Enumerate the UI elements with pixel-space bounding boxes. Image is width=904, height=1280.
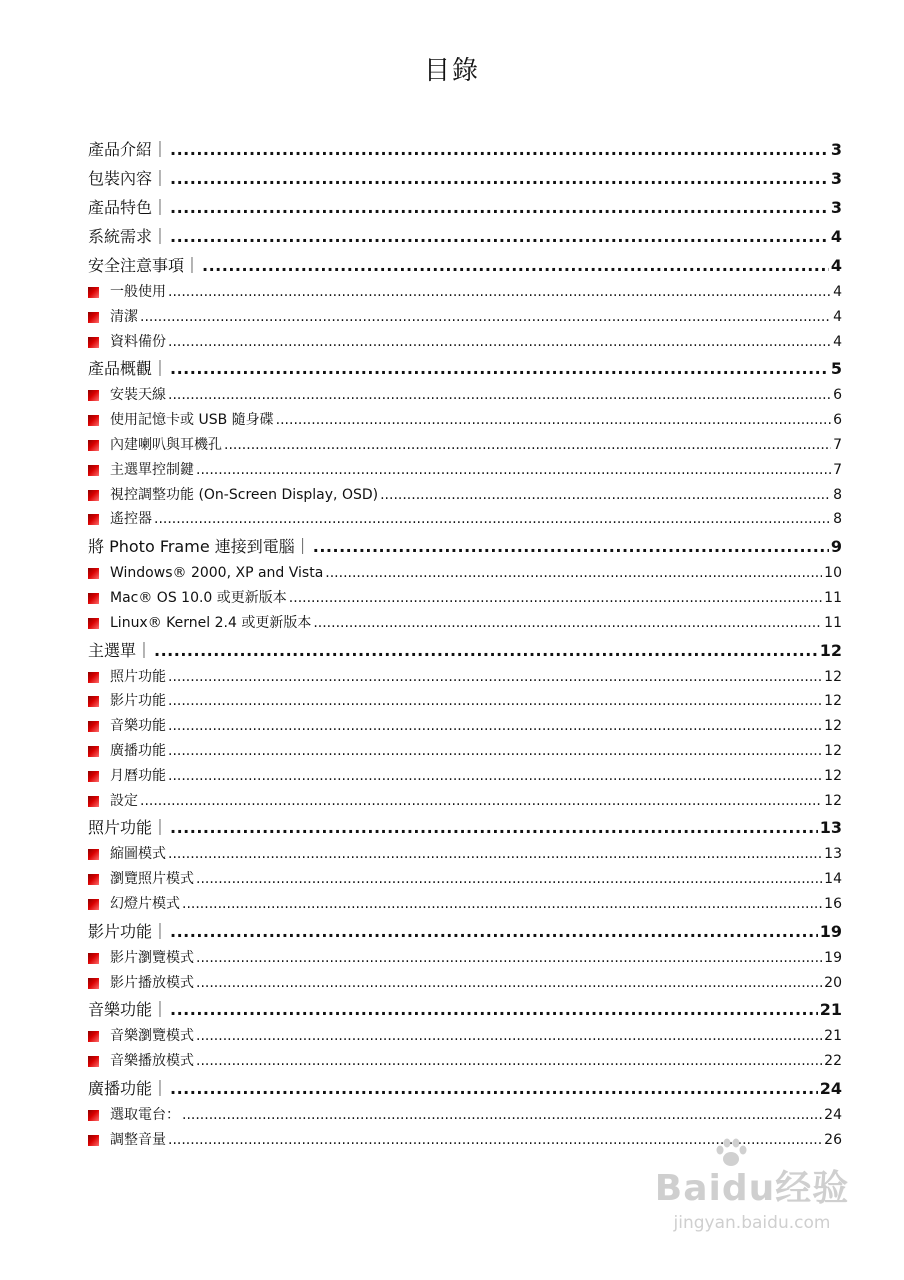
toc-label: 安全注意事項｜ xyxy=(88,256,201,275)
toc-subsection[interactable] xyxy=(88,611,842,636)
toc-label: 幻燈片模式 xyxy=(110,895,180,912)
toc-page-number: 9 xyxy=(830,537,842,557)
toc-subsection[interactable] xyxy=(88,867,842,892)
dot-leader xyxy=(140,305,831,330)
dot-leader xyxy=(168,665,822,690)
toc-label: 包裝內容｜ xyxy=(88,169,169,188)
dot-leader xyxy=(168,383,831,408)
dot-leader xyxy=(202,251,829,280)
dot-leader xyxy=(289,586,822,611)
toc-label: 音樂播放模式 xyxy=(110,1053,194,1070)
toc-page-number: 6 xyxy=(833,387,842,404)
toc-page-number: 12 xyxy=(824,693,842,710)
toc-subsection[interactable] xyxy=(88,507,842,532)
toc-label: 影片功能 xyxy=(110,693,166,710)
red-square-bullet-icon xyxy=(88,1110,99,1121)
toc-page-number: 12 xyxy=(824,742,842,759)
toc-subsection[interactable] xyxy=(88,483,842,508)
toc-subsection[interactable] xyxy=(88,330,842,355)
toc-page-number: 4 xyxy=(830,256,842,275)
toc-page-number: 26 xyxy=(824,1131,842,1148)
toc-page-number: 24 xyxy=(824,1106,842,1123)
toc-subsection[interactable] xyxy=(88,789,842,814)
toc-label: 調整音量 xyxy=(110,1131,166,1148)
dot-leader xyxy=(154,507,831,532)
dot-leader xyxy=(168,689,822,714)
toc-subsection[interactable] xyxy=(88,1103,842,1128)
toc-page-number: 3 xyxy=(830,169,842,188)
red-square-bullet-icon xyxy=(88,490,99,501)
toc-page-number: 16 xyxy=(824,895,842,912)
red-square-bullet-icon xyxy=(88,978,99,989)
toc-page-number: 21 xyxy=(824,1028,842,1045)
toc-page-number: 4 xyxy=(833,284,842,300)
toc-page-number: 12 xyxy=(824,718,842,735)
toc-subsection[interactable] xyxy=(88,842,842,867)
dot-leader xyxy=(168,280,831,305)
toc-label: 音樂瀏覽模式 xyxy=(110,1028,194,1045)
red-square-bullet-icon xyxy=(88,746,99,757)
toc-page-number: 4 xyxy=(833,333,842,350)
toc-section[interactable] xyxy=(88,636,842,665)
toc-section[interactable] xyxy=(88,135,842,164)
red-square-bullet-icon xyxy=(88,849,99,860)
toc-section[interactable] xyxy=(88,251,842,280)
watermark-logo: Baidu经验 xyxy=(654,1168,850,1209)
red-square-bullet-icon xyxy=(88,1135,99,1146)
toc-subsection[interactable] xyxy=(88,458,842,483)
toc-page-number: 13 xyxy=(819,818,842,838)
toc-subsection[interactable] xyxy=(88,665,842,690)
toc-subsection[interactable] xyxy=(88,739,842,764)
red-square-bullet-icon xyxy=(88,696,99,707)
dot-leader xyxy=(170,354,829,383)
toc-section[interactable] xyxy=(88,1074,842,1103)
toc-subsection[interactable] xyxy=(88,1049,842,1074)
dot-leader xyxy=(170,995,818,1024)
toc-label: 資料備份 xyxy=(110,333,166,350)
toc-label: 內建喇叭與耳機孔 xyxy=(110,436,222,453)
dot-leader xyxy=(380,483,831,508)
toc-label: 產品概觀｜ xyxy=(88,359,169,379)
toc-label: 縮圖模式 xyxy=(110,846,166,863)
dot-leader xyxy=(325,561,822,586)
toc-section[interactable] xyxy=(88,164,842,193)
toc-label: 照片功能｜ xyxy=(88,818,169,838)
toc-label: 使用記憶卡或 USB 隨身碟 xyxy=(110,412,274,429)
toc-subsection[interactable] xyxy=(88,971,842,996)
red-square-bullet-icon xyxy=(88,899,99,910)
toc-label: 產品介紹｜ xyxy=(88,140,169,159)
toc-label: 產品特色｜ xyxy=(88,198,169,217)
toc-label: 視控調整功能 (On-Screen Display, OSD) xyxy=(110,486,379,503)
red-square-bullet-icon xyxy=(88,796,99,807)
dot-leader xyxy=(170,164,829,193)
red-square-bullet-icon xyxy=(88,1031,99,1042)
dot-leader xyxy=(168,842,822,867)
toc-page-number: 7 xyxy=(833,461,842,478)
toc-section[interactable] xyxy=(88,813,842,842)
toc-page-number: 14 xyxy=(824,871,842,888)
toc-label: 廣播功能 xyxy=(110,742,166,759)
toc-page-number: 6 xyxy=(833,412,842,429)
dot-leader xyxy=(168,764,822,789)
toc-label: 將 Photo Frame 連接到電腦｜ xyxy=(88,537,311,557)
dot-leader xyxy=(196,458,831,483)
dot-leader xyxy=(170,135,829,164)
dot-leader xyxy=(196,971,822,996)
toc-page-number: 12 xyxy=(824,668,842,685)
red-square-bullet-icon xyxy=(88,672,99,683)
toc-page-number: 7 xyxy=(833,436,842,453)
toc-label: 瀏覽照片模式 xyxy=(110,871,194,888)
red-square-bullet-icon xyxy=(88,390,99,401)
toc-label: Linux® Kernel 2.4 或更新版本 xyxy=(110,614,312,631)
dot-leader xyxy=(170,222,829,251)
toc-label: 系統需求｜ xyxy=(88,227,169,246)
red-square-bullet-icon xyxy=(88,593,99,604)
toc-subsection[interactable] xyxy=(88,408,842,433)
red-square-bullet-icon xyxy=(88,465,99,476)
dot-leader xyxy=(196,1024,822,1049)
toc-page-number: 4 xyxy=(833,308,842,325)
toc-page-number: 8 xyxy=(833,511,842,528)
toc-page-number: 12 xyxy=(824,792,842,809)
toc-page-number: 19 xyxy=(824,949,842,966)
toc-subsection[interactable] xyxy=(88,1024,842,1049)
toc-subsection[interactable] xyxy=(88,280,842,305)
dot-leader xyxy=(170,813,818,842)
toc-label: 音樂功能｜ xyxy=(88,1000,169,1020)
dot-leader xyxy=(170,917,818,946)
red-square-bullet-icon xyxy=(88,415,99,426)
toc-label: 選取電台： xyxy=(110,1106,180,1123)
dot-leader xyxy=(196,867,822,892)
red-square-bullet-icon xyxy=(88,568,99,579)
dot-leader xyxy=(182,892,822,917)
dot-leader xyxy=(224,433,831,458)
red-square-bullet-icon xyxy=(88,1056,99,1067)
toc-label: 清潔 xyxy=(110,308,138,325)
red-square-bullet-icon xyxy=(88,337,99,348)
dot-leader xyxy=(313,611,822,636)
toc-page-number: 4 xyxy=(830,227,842,246)
toc-page-number: 11 xyxy=(824,614,842,631)
dot-leader xyxy=(168,739,822,764)
toc-page-number: 24 xyxy=(819,1078,842,1098)
toc-section[interactable] xyxy=(88,995,842,1024)
toc-page-number: 5 xyxy=(830,359,842,379)
toc-label: 廣播功能｜ xyxy=(88,1078,169,1098)
red-square-bullet-icon xyxy=(88,618,99,629)
toc-label: Mac® OS 10.0 或更新版本 xyxy=(110,589,287,606)
toc-page-number: 12 xyxy=(819,640,842,660)
dot-leader xyxy=(168,714,822,739)
toc-page-number: 22 xyxy=(824,1053,842,1070)
toc-section[interactable] xyxy=(88,193,842,222)
toc-page-number: 12 xyxy=(824,767,842,784)
red-square-bullet-icon xyxy=(88,287,99,298)
toc-label: 影片瀏覽模式 xyxy=(110,949,194,966)
red-square-bullet-icon xyxy=(88,514,99,525)
dot-leader xyxy=(276,408,831,433)
toc-page-number: 3 xyxy=(830,198,842,217)
toc-label: 主選單｜ xyxy=(88,640,153,660)
dot-leader xyxy=(140,789,822,814)
toc-label: 遙控器 xyxy=(110,511,152,528)
watermark xyxy=(652,1160,852,1250)
toc-subsection[interactable] xyxy=(88,561,842,586)
toc-label: 安裝天線 xyxy=(110,387,166,404)
toc-page-number: 19 xyxy=(819,921,842,941)
red-square-bullet-icon xyxy=(88,874,99,885)
toc-page-number: 3 xyxy=(830,140,842,159)
toc-subsection[interactable] xyxy=(88,714,842,739)
dot-leader xyxy=(196,1049,822,1074)
dot-leader xyxy=(170,193,829,222)
toc-section[interactable] xyxy=(88,917,842,946)
paw-icon xyxy=(714,1138,748,1168)
toc-label: 一般使用 xyxy=(110,284,166,300)
dot-leader xyxy=(196,946,822,971)
toc-page-number: 20 xyxy=(824,974,842,991)
toc-label: 設定 xyxy=(110,792,138,809)
toc-subsection[interactable] xyxy=(88,946,842,971)
dot-leader xyxy=(168,330,831,355)
toc-label: 照片功能 xyxy=(110,668,166,685)
red-square-bullet-icon xyxy=(88,312,99,323)
red-square-bullet-icon xyxy=(88,440,99,451)
page-title: 目錄 xyxy=(423,56,480,86)
toc-page-number: 11 xyxy=(824,589,842,606)
dot-leader xyxy=(170,1074,818,1103)
toc-label: 主選單控制鍵 xyxy=(110,461,194,478)
red-square-bullet-icon xyxy=(88,721,99,732)
toc-subsection[interactable] xyxy=(88,305,842,330)
watermark-url: jingyan.baidu.com xyxy=(673,1213,831,1233)
toc-section[interactable] xyxy=(88,222,842,251)
toc-subsection[interactable] xyxy=(88,892,842,917)
toc-page-number: 8 xyxy=(833,486,842,503)
toc-section[interactable] xyxy=(88,532,842,561)
toc-page-number: 21 xyxy=(819,1000,842,1020)
dot-leader xyxy=(154,636,818,665)
toc-label: 影片播放模式 xyxy=(110,974,194,991)
toc-label: 影片功能｜ xyxy=(88,921,169,941)
toc-subsection[interactable] xyxy=(88,586,842,611)
toc-page-number: 10 xyxy=(824,565,842,582)
dot-leader xyxy=(182,1103,822,1128)
toc-section[interactable] xyxy=(88,354,842,383)
toc-subsection[interactable] xyxy=(88,433,842,458)
red-square-bullet-icon xyxy=(88,771,99,782)
toc-subsection[interactable] xyxy=(88,383,842,408)
toc-page-number: 13 xyxy=(824,846,842,863)
table-of-contents xyxy=(88,135,842,1153)
toc-label: Windows® 2000, XP and Vista xyxy=(110,565,324,582)
toc-label: 月曆功能 xyxy=(110,767,166,784)
toc-subsection[interactable] xyxy=(88,689,842,714)
toc-label: 音樂功能 xyxy=(110,718,166,735)
red-square-bullet-icon xyxy=(88,953,99,964)
toc-subsection[interactable] xyxy=(88,764,842,789)
dot-leader xyxy=(313,532,829,561)
